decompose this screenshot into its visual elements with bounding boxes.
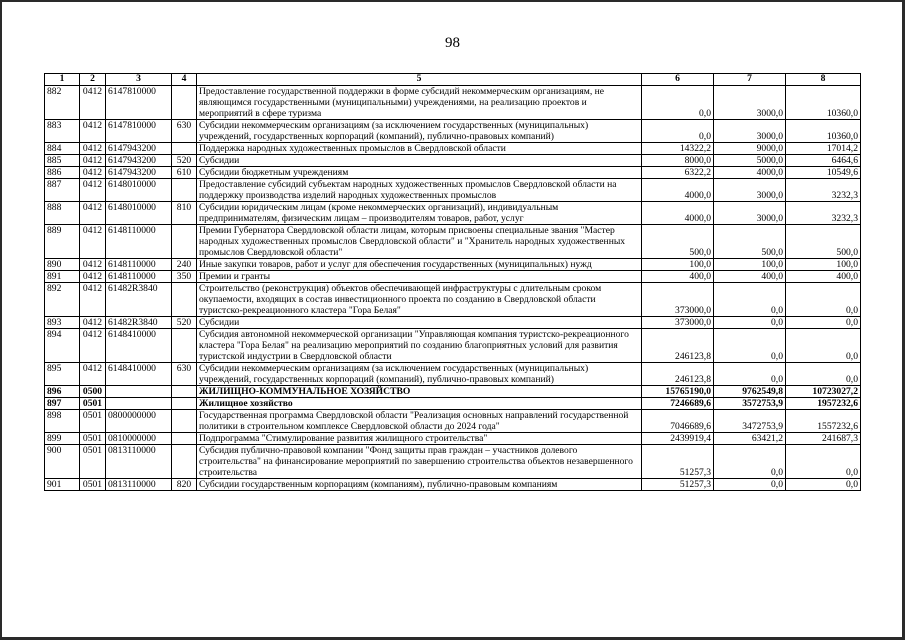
amount-col6-cell: 8000,0 (642, 155, 714, 167)
header-cell-3: 3 (106, 74, 172, 86)
row-number-cell: 890 (45, 259, 80, 271)
expense-type-cell (172, 445, 197, 479)
section-code-cell: 0412 (80, 225, 106, 259)
table-row (45, 386, 861, 398)
expense-type-cell (172, 398, 197, 410)
amount-col7-cell: 3472753,9 (714, 410, 786, 433)
target-article-cell (106, 398, 172, 410)
amount-col7-cell: 100,0 (714, 259, 786, 271)
target-article-cell: 6147810000 (106, 86, 172, 120)
section-code-cell: 0501 (80, 398, 106, 410)
row-number-cell: 893 (45, 317, 80, 329)
expense-type-cell (172, 86, 197, 120)
amount-col6-cell: 14322,2 (642, 143, 714, 155)
section-code-cell: 0412 (80, 202, 106, 225)
amount-col8-cell: 10549,6 (786, 167, 861, 179)
table-row (45, 179, 861, 202)
budget-table (44, 73, 861, 491)
description-cell: Субсидии (197, 155, 642, 167)
section-code-cell: 0412 (80, 363, 106, 386)
target-article-cell: 6148110000 (106, 225, 172, 259)
scan-border-top (0, 0, 905, 2)
table-row (45, 329, 861, 363)
amount-col8-cell: 10723027,2 (786, 386, 861, 398)
target-article-cell: 6148110000 (106, 271, 172, 283)
row-number-cell: 885 (45, 155, 80, 167)
table-row (45, 433, 861, 445)
row-number-cell: 899 (45, 433, 80, 445)
header-cell-7: 7 (714, 74, 786, 86)
row-number-cell: 883 (45, 120, 80, 143)
target-article-cell: 61482R3840 (106, 283, 172, 317)
target-article-cell: 6147810000 (106, 120, 172, 143)
section-code-cell: 0501 (80, 445, 106, 479)
amount-col6-cell: 373000,0 (642, 283, 714, 317)
amount-col7-cell: 0,0 (714, 317, 786, 329)
expense-type-cell: 810 (172, 202, 197, 225)
amount-col6-cell: 100,0 (642, 259, 714, 271)
table-row (45, 410, 861, 433)
amount-col6-cell: 500,0 (642, 225, 714, 259)
expense-type-cell: 820 (172, 479, 197, 491)
table-row (45, 317, 861, 329)
section-code-cell: 0412 (80, 86, 106, 120)
description-cell: Государственная программа Свердловской области "Реализация основных направлений государственной политики в строительном комплексе Свердловской области до 2024 года" (197, 410, 642, 433)
amount-col8-cell: 0,0 (786, 317, 861, 329)
amount-col6-cell: 0,0 (642, 86, 714, 120)
section-code-cell: 0412 (80, 329, 106, 363)
amount-col6-cell: 7046689,6 (642, 410, 714, 433)
expense-type-cell (172, 433, 197, 445)
header-cell-2: 2 (80, 74, 106, 86)
description-cell: Иные закупки товаров, работ и услуг для обеспечения государственных (муниципальных) нужд (197, 259, 642, 271)
section-code-cell: 0412 (80, 283, 106, 317)
row-number-cell: 901 (45, 479, 80, 491)
target-article-cell: 6148410000 (106, 329, 172, 363)
table-row (45, 120, 861, 143)
description-cell: ЖИЛИЩНО-КОММУНАЛЬНОЕ ХОЗЯЙСТВО (197, 386, 642, 398)
description-cell: Субсидии некоммерческим организациям (за исключением государственных (муниципальных) учреждений, государственных корпораций (компаний), публично-правовых компаний) (197, 120, 642, 143)
target-article-cell: 0810000000 (106, 433, 172, 445)
section-code-cell: 0500 (80, 386, 106, 398)
description-cell: Премии Губернатора Свердловской области лицам, которым присвоены специальные звания "Мастер народных художественных промыслов Свердловской области" и "Хранитель народных художественных промыслов Свердловской области" (197, 225, 642, 259)
amount-col8-cell: 3232,3 (786, 179, 861, 202)
target-article-cell: 6148110000 (106, 259, 172, 271)
amount-col7-cell: 0,0 (714, 283, 786, 317)
description-cell: Жилищное хозяйство (197, 398, 642, 410)
description-cell: Поддержка народных художественных промыслов в Свердловской области (197, 143, 642, 155)
amount-col7-cell: 9000,0 (714, 143, 786, 155)
table-row (45, 225, 861, 259)
amount-col8-cell: 100,0 (786, 259, 861, 271)
amount-col6-cell: 400,0 (642, 271, 714, 283)
row-number-cell: 897 (45, 398, 80, 410)
table-row (45, 398, 861, 410)
description-cell: Предоставление субсидий субъектам народных художественных промыслов Свердловской области на поддержку производства изделий народных художественных промыслов (197, 179, 642, 202)
section-code-cell: 0412 (80, 179, 106, 202)
table-row (45, 445, 861, 479)
amount-col8-cell: 400,0 (786, 271, 861, 283)
amount-col8-cell: 1957232,6 (786, 398, 861, 410)
target-article-cell: 61482R3840 (106, 317, 172, 329)
section-code-cell: 0412 (80, 120, 106, 143)
amount-col7-cell: 3000,0 (714, 86, 786, 120)
section-code-cell: 0412 (80, 259, 106, 271)
description-cell: Субсидии юридическим лицам (кроме некоммерческих организаций), индивидуальным предпринимателям, физическим лицам – производителям товаров, работ, услуг (197, 202, 642, 225)
amount-col6-cell: 373000,0 (642, 317, 714, 329)
row-number-cell: 896 (45, 386, 80, 398)
expense-type-cell: 630 (172, 120, 197, 143)
target-article-cell: 6147943200 (106, 167, 172, 179)
scan-border-left (0, 0, 2, 640)
row-number-cell: 882 (45, 86, 80, 120)
amount-col8-cell: 3232,3 (786, 202, 861, 225)
amount-col6-cell: 4000,0 (642, 179, 714, 202)
expense-type-cell: 240 (172, 259, 197, 271)
description-cell: Подпрограмма "Стимулирование развития жилищного строительства" (197, 433, 642, 445)
page-number: 98 (445, 35, 460, 51)
target-article-cell: 0800000000 (106, 410, 172, 433)
row-number-cell: 888 (45, 202, 80, 225)
amount-col7-cell: 3000,0 (714, 202, 786, 225)
section-code-cell: 0412 (80, 143, 106, 155)
amount-col8-cell: 0,0 (786, 479, 861, 491)
amount-col8-cell: 0,0 (786, 363, 861, 386)
amount-col7-cell: 400,0 (714, 271, 786, 283)
amount-col7-cell: 0,0 (714, 329, 786, 363)
amount-col6-cell: 246123,8 (642, 363, 714, 386)
amount-col8-cell: 17014,2 (786, 143, 861, 155)
expense-type-cell: 630 (172, 363, 197, 386)
description-cell: Субсидия публично-правовой компании "Фонд защиты прав граждан – участников долевого строительства" на финансирование мероприятий по завершению строительства объектов незавершенного строительства (197, 445, 642, 479)
amount-col6-cell: 7246689,6 (642, 398, 714, 410)
table-row (45, 86, 861, 120)
amount-col7-cell: 63421,2 (714, 433, 786, 445)
section-code-cell: 0412 (80, 317, 106, 329)
section-code-cell: 0412 (80, 155, 106, 167)
header-cell-1: 1 (45, 74, 80, 86)
amount-col8-cell: 1557232,6 (786, 410, 861, 433)
header-cell-4: 4 (172, 74, 197, 86)
expense-type-cell (172, 225, 197, 259)
amount-col6-cell: 51257,3 (642, 445, 714, 479)
amount-col7-cell: 3000,0 (714, 179, 786, 202)
amount-col8-cell: 0,0 (786, 283, 861, 317)
amount-col6-cell: 2439919,4 (642, 433, 714, 445)
amount-col8-cell: 10360,0 (786, 120, 861, 143)
row-number-cell: 891 (45, 271, 80, 283)
amount-col7-cell: 3572753,9 (714, 398, 786, 410)
description-cell: Предоставление государственной поддержки в форме субсидий некоммерческим организациям, не являющимся государственными (муниципальными) учреждениями, на реализацию проектов и мероприятий в сфере туризма (197, 86, 642, 120)
section-code-cell: 0412 (80, 167, 106, 179)
section-code-cell: 0501 (80, 479, 106, 491)
amount-col7-cell: 0,0 (714, 363, 786, 386)
expense-type-cell: 520 (172, 155, 197, 167)
table-row (45, 202, 861, 225)
table-header-row (45, 74, 861, 86)
section-code-cell: 0501 (80, 410, 106, 433)
header-cell-5: 5 (197, 74, 642, 86)
table-row (45, 167, 861, 179)
expense-type-cell (172, 143, 197, 155)
row-number-cell: 892 (45, 283, 80, 317)
section-code-cell: 0412 (80, 271, 106, 283)
amount-col8-cell: 500,0 (786, 225, 861, 259)
table-row (45, 271, 861, 283)
amount-col6-cell: 51257,3 (642, 479, 714, 491)
expense-type-cell (172, 179, 197, 202)
amount-col7-cell: 500,0 (714, 225, 786, 259)
table-row (45, 283, 861, 317)
table-row (45, 479, 861, 491)
table-body (45, 86, 861, 491)
header-cell-6: 6 (642, 74, 714, 86)
amount-col8-cell: 6464,6 (786, 155, 861, 167)
description-cell: Субсидии (197, 317, 642, 329)
table-row (45, 259, 861, 271)
table-row (45, 363, 861, 386)
section-code-cell: 0501 (80, 433, 106, 445)
row-number-cell: 886 (45, 167, 80, 179)
amount-col8-cell: 0,0 (786, 445, 861, 479)
target-article-cell: 0813110000 (106, 479, 172, 491)
amount-col7-cell: 4000,0 (714, 167, 786, 179)
table-row (45, 143, 861, 155)
expense-type-cell (172, 386, 197, 398)
table-row (45, 155, 861, 167)
row-number-cell: 884 (45, 143, 80, 155)
amount-col6-cell: 15765190,0 (642, 386, 714, 398)
expense-type-cell: 610 (172, 167, 197, 179)
header-cell-8: 8 (786, 74, 861, 86)
row-number-cell: 900 (45, 445, 80, 479)
target-article-cell: 6147943200 (106, 155, 172, 167)
amount-col6-cell: 4000,0 (642, 202, 714, 225)
row-number-cell: 887 (45, 179, 80, 202)
expense-type-cell (172, 329, 197, 363)
expense-type-cell (172, 283, 197, 317)
amount-col7-cell: 9762549,8 (714, 386, 786, 398)
target-article-cell: 6148010000 (106, 202, 172, 225)
amount-col6-cell: 0,0 (642, 120, 714, 143)
row-number-cell: 895 (45, 363, 80, 386)
amount-col7-cell: 0,0 (714, 479, 786, 491)
expense-type-cell: 350 (172, 271, 197, 283)
row-number-cell: 894 (45, 329, 80, 363)
amount-col8-cell: 0,0 (786, 329, 861, 363)
target-article-cell: 6148410000 (106, 363, 172, 386)
description-cell: Субсидия автономной некоммерческой организации "Управляющая компания туристско-рекреационного кластера "Гора Белая" на реализацию мероприятий по созданию благоприятных условий для развития туристской индустрии в Свердловской области (197, 329, 642, 363)
description-cell: Субсидии бюджетным учреждениям (197, 167, 642, 179)
amount-col8-cell: 10360,0 (786, 86, 861, 120)
amount-col7-cell: 5000,0 (714, 155, 786, 167)
description-cell: Субсидии государственным корпорациям (компаниям), публично-правовым компаниям (197, 479, 642, 491)
amount-col6-cell: 246123,8 (642, 329, 714, 363)
row-number-cell: 898 (45, 410, 80, 433)
expense-type-cell: 520 (172, 317, 197, 329)
amount-col8-cell: 241687,3 (786, 433, 861, 445)
amount-col6-cell: 6322,2 (642, 167, 714, 179)
target-article-cell: 6147943200 (106, 143, 172, 155)
amount-col7-cell: 3000,0 (714, 120, 786, 143)
expense-type-cell (172, 410, 197, 433)
description-cell: Строительство (реконструкция) объектов обеспечивающей инфраструктуры с длительным сроком окупаемости, входящих в состав инвестиционного проекта по созданию в Свердловской области туристско-рекреационного кластера "Гора Белая" (197, 283, 642, 317)
description-cell: Субсидии некоммерческим организациям (за исключением государственных (муниципальных) учреждений, государственных корпораций (компаний), публично-правовых компаний) (197, 363, 642, 386)
target-article-cell (106, 386, 172, 398)
amount-col7-cell: 0,0 (714, 445, 786, 479)
target-article-cell: 0813110000 (106, 445, 172, 479)
description-cell: Премии и гранты (197, 271, 642, 283)
row-number-cell: 889 (45, 225, 80, 259)
target-article-cell: 6148010000 (106, 179, 172, 202)
